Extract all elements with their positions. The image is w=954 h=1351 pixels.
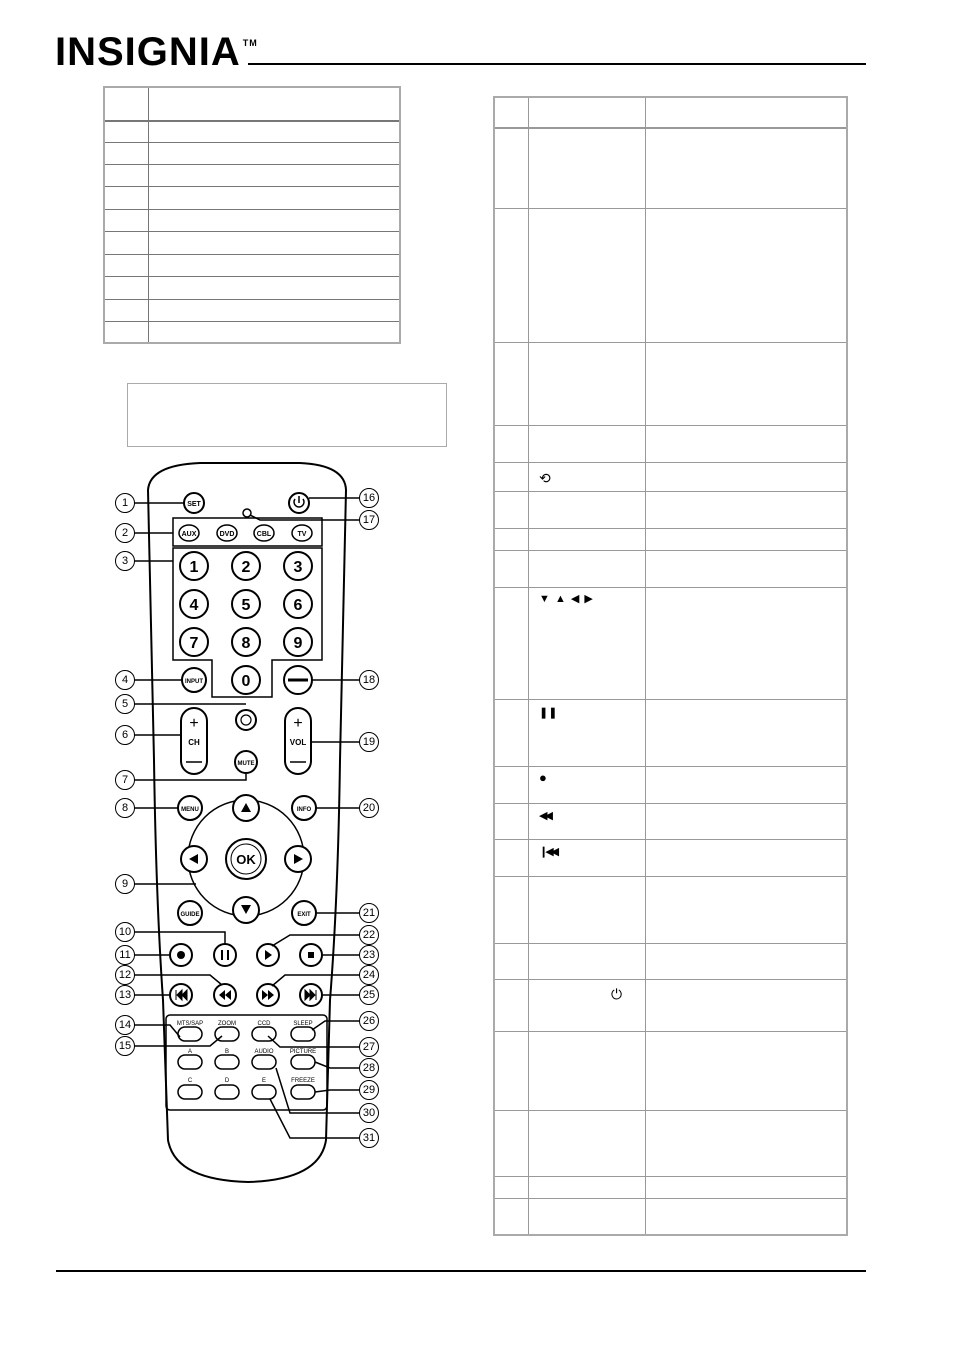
exit-label: EXIT <box>297 912 311 918</box>
svg-text:2: 2 <box>241 559 251 576</box>
right-table-divider <box>528 98 529 1234</box>
callout-16: 16 <box>359 488 379 508</box>
svg-text:CCD: CCD <box>257 1021 271 1027</box>
callout-7: 7 <box>115 770 135 790</box>
svg-text:5: 5 <box>241 597 251 614</box>
table-row <box>495 491 846 492</box>
callout-29: 29 <box>359 1080 379 1100</box>
callout-11: 11 <box>115 945 135 965</box>
pause-button <box>214 944 236 966</box>
table-row <box>105 321 399 322</box>
callout-5: 5 <box>115 694 135 714</box>
ch-label: CH <box>188 738 200 747</box>
device-button-cbl: CBL <box>256 531 272 538</box>
callout-1: 1 <box>115 493 135 513</box>
svg-text:3: 3 <box>293 559 303 576</box>
svg-text:D: D <box>224 1078 230 1084</box>
callout-14: 14 <box>115 1015 135 1035</box>
right-table <box>493 96 848 1236</box>
svg-text:B: B <box>224 1049 230 1055</box>
left-table <box>103 86 401 344</box>
svg-text:9: 9 <box>293 635 303 652</box>
ok-label: OK <box>236 852 256 867</box>
header-rule <box>248 63 866 65</box>
loop-icon: ⟲ <box>539 470 551 486</box>
svg-text:+: + <box>293 715 303 732</box>
svg-text:1: 1 <box>189 559 199 576</box>
svg-text:+: + <box>189 715 199 732</box>
svg-text:C: C <box>187 1078 193 1084</box>
table-row <box>495 208 846 209</box>
previous-icon: ❙◀◀ <box>539 846 557 858</box>
table-row <box>495 766 846 767</box>
table-row <box>105 142 399 143</box>
right-table-divider <box>645 98 646 1234</box>
callout-15: 15 <box>115 1036 135 1056</box>
mute-label: MUTE <box>237 761 255 767</box>
callout-12: 12 <box>115 965 135 985</box>
callout-26: 26 <box>359 1011 379 1031</box>
callout-21: 21 <box>359 903 379 923</box>
table-row <box>495 127 846 129</box>
pause-icon: ❚❚ <box>539 707 558 719</box>
info-label: INFO <box>296 807 312 813</box>
svg-text:7: 7 <box>189 635 199 652</box>
callout-30: 30 <box>359 1103 379 1123</box>
svg-text:8: 8 <box>241 635 251 652</box>
callout-24: 24 <box>359 965 379 985</box>
table-row <box>495 425 846 426</box>
table-row <box>495 803 846 804</box>
table-row <box>495 979 846 980</box>
svg-text:PICTURE: PICTURE <box>289 1049 317 1055</box>
svg-text:6: 6 <box>293 597 303 614</box>
svg-text:AUDIO: AUDIO <box>254 1049 274 1055</box>
record-icon: ● <box>539 770 547 785</box>
table-row <box>495 699 846 700</box>
table-row <box>495 876 846 877</box>
device-button-aux: AUX <box>181 531 197 538</box>
callout-22: 22 <box>359 925 379 945</box>
table-row <box>495 587 846 588</box>
callout-9: 9 <box>115 874 135 894</box>
device-button-dvd: DVD <box>219 531 235 538</box>
callout-19: 19 <box>359 732 379 752</box>
callout-31: 31 <box>359 1128 379 1148</box>
callout-23: 23 <box>359 945 379 965</box>
table-row <box>105 209 399 210</box>
table-row <box>105 299 399 300</box>
table-row <box>495 1110 846 1111</box>
callout-2: 2 <box>115 523 135 543</box>
input-label: INPUT <box>185 679 203 685</box>
callout-28: 28 <box>359 1058 379 1078</box>
callout-6: 6 <box>115 725 135 745</box>
brand-logo: INSIGNIA ™ <box>55 30 258 74</box>
callout-10: 10 <box>115 922 135 942</box>
table-row <box>105 231 399 232</box>
table-row <box>495 342 846 343</box>
table-row <box>495 528 846 529</box>
recall-button <box>236 710 256 730</box>
table-row <box>495 839 846 840</box>
table-row <box>495 1198 846 1199</box>
table-row <box>495 943 846 944</box>
svg-text:MTS/SAP: MTS/SAP <box>176 1021 204 1027</box>
callout-27: 27 <box>359 1037 379 1057</box>
table-row <box>105 120 399 122</box>
callout-3: 3 <box>115 551 135 571</box>
callout-18: 18 <box>359 670 379 690</box>
table-row <box>105 186 399 187</box>
rewind-icon: ◀◀ <box>539 810 550 822</box>
svg-text:4: 4 <box>189 597 199 614</box>
table-row <box>495 1176 846 1177</box>
callout-25: 25 <box>359 985 379 1005</box>
set-label: SET <box>187 501 201 508</box>
footer-rule <box>56 1270 866 1272</box>
callout-13: 13 <box>115 985 135 1005</box>
callout-4: 4 <box>115 670 135 690</box>
svg-text:0: 0 <box>241 673 251 690</box>
table-row <box>495 462 846 463</box>
menu-label: MENU <box>181 807 199 813</box>
vol-label: VOL <box>289 738 307 747</box>
callout-20: 20 <box>359 798 379 818</box>
svg-text:A: A <box>187 1049 193 1055</box>
callout-8: 8 <box>115 798 135 818</box>
svg-text:FREEZE: FREEZE <box>291 1078 315 1084</box>
note-box <box>127 383 447 447</box>
table-row <box>105 276 399 277</box>
arrow-keys-icon: ▼ ▲ ◀ ▶ <box>539 593 594 605</box>
callout-17: 17 <box>359 510 379 530</box>
svg-text:SLEEP: SLEEP <box>293 1021 313 1027</box>
table-row <box>495 1031 846 1032</box>
guide-label: GUIDE <box>180 912 200 918</box>
table-row <box>105 164 399 165</box>
device-button-tv: TV <box>297 531 307 538</box>
remote-illustration <box>100 455 400 1195</box>
table-row <box>495 550 846 551</box>
svg-text:E: E <box>261 1078 267 1084</box>
left-table-divider <box>148 88 149 342</box>
table-row <box>105 254 399 255</box>
svg-text:ZOOM: ZOOM <box>218 1021 236 1027</box>
power-icon: ⏻ <box>611 986 623 1002</box>
